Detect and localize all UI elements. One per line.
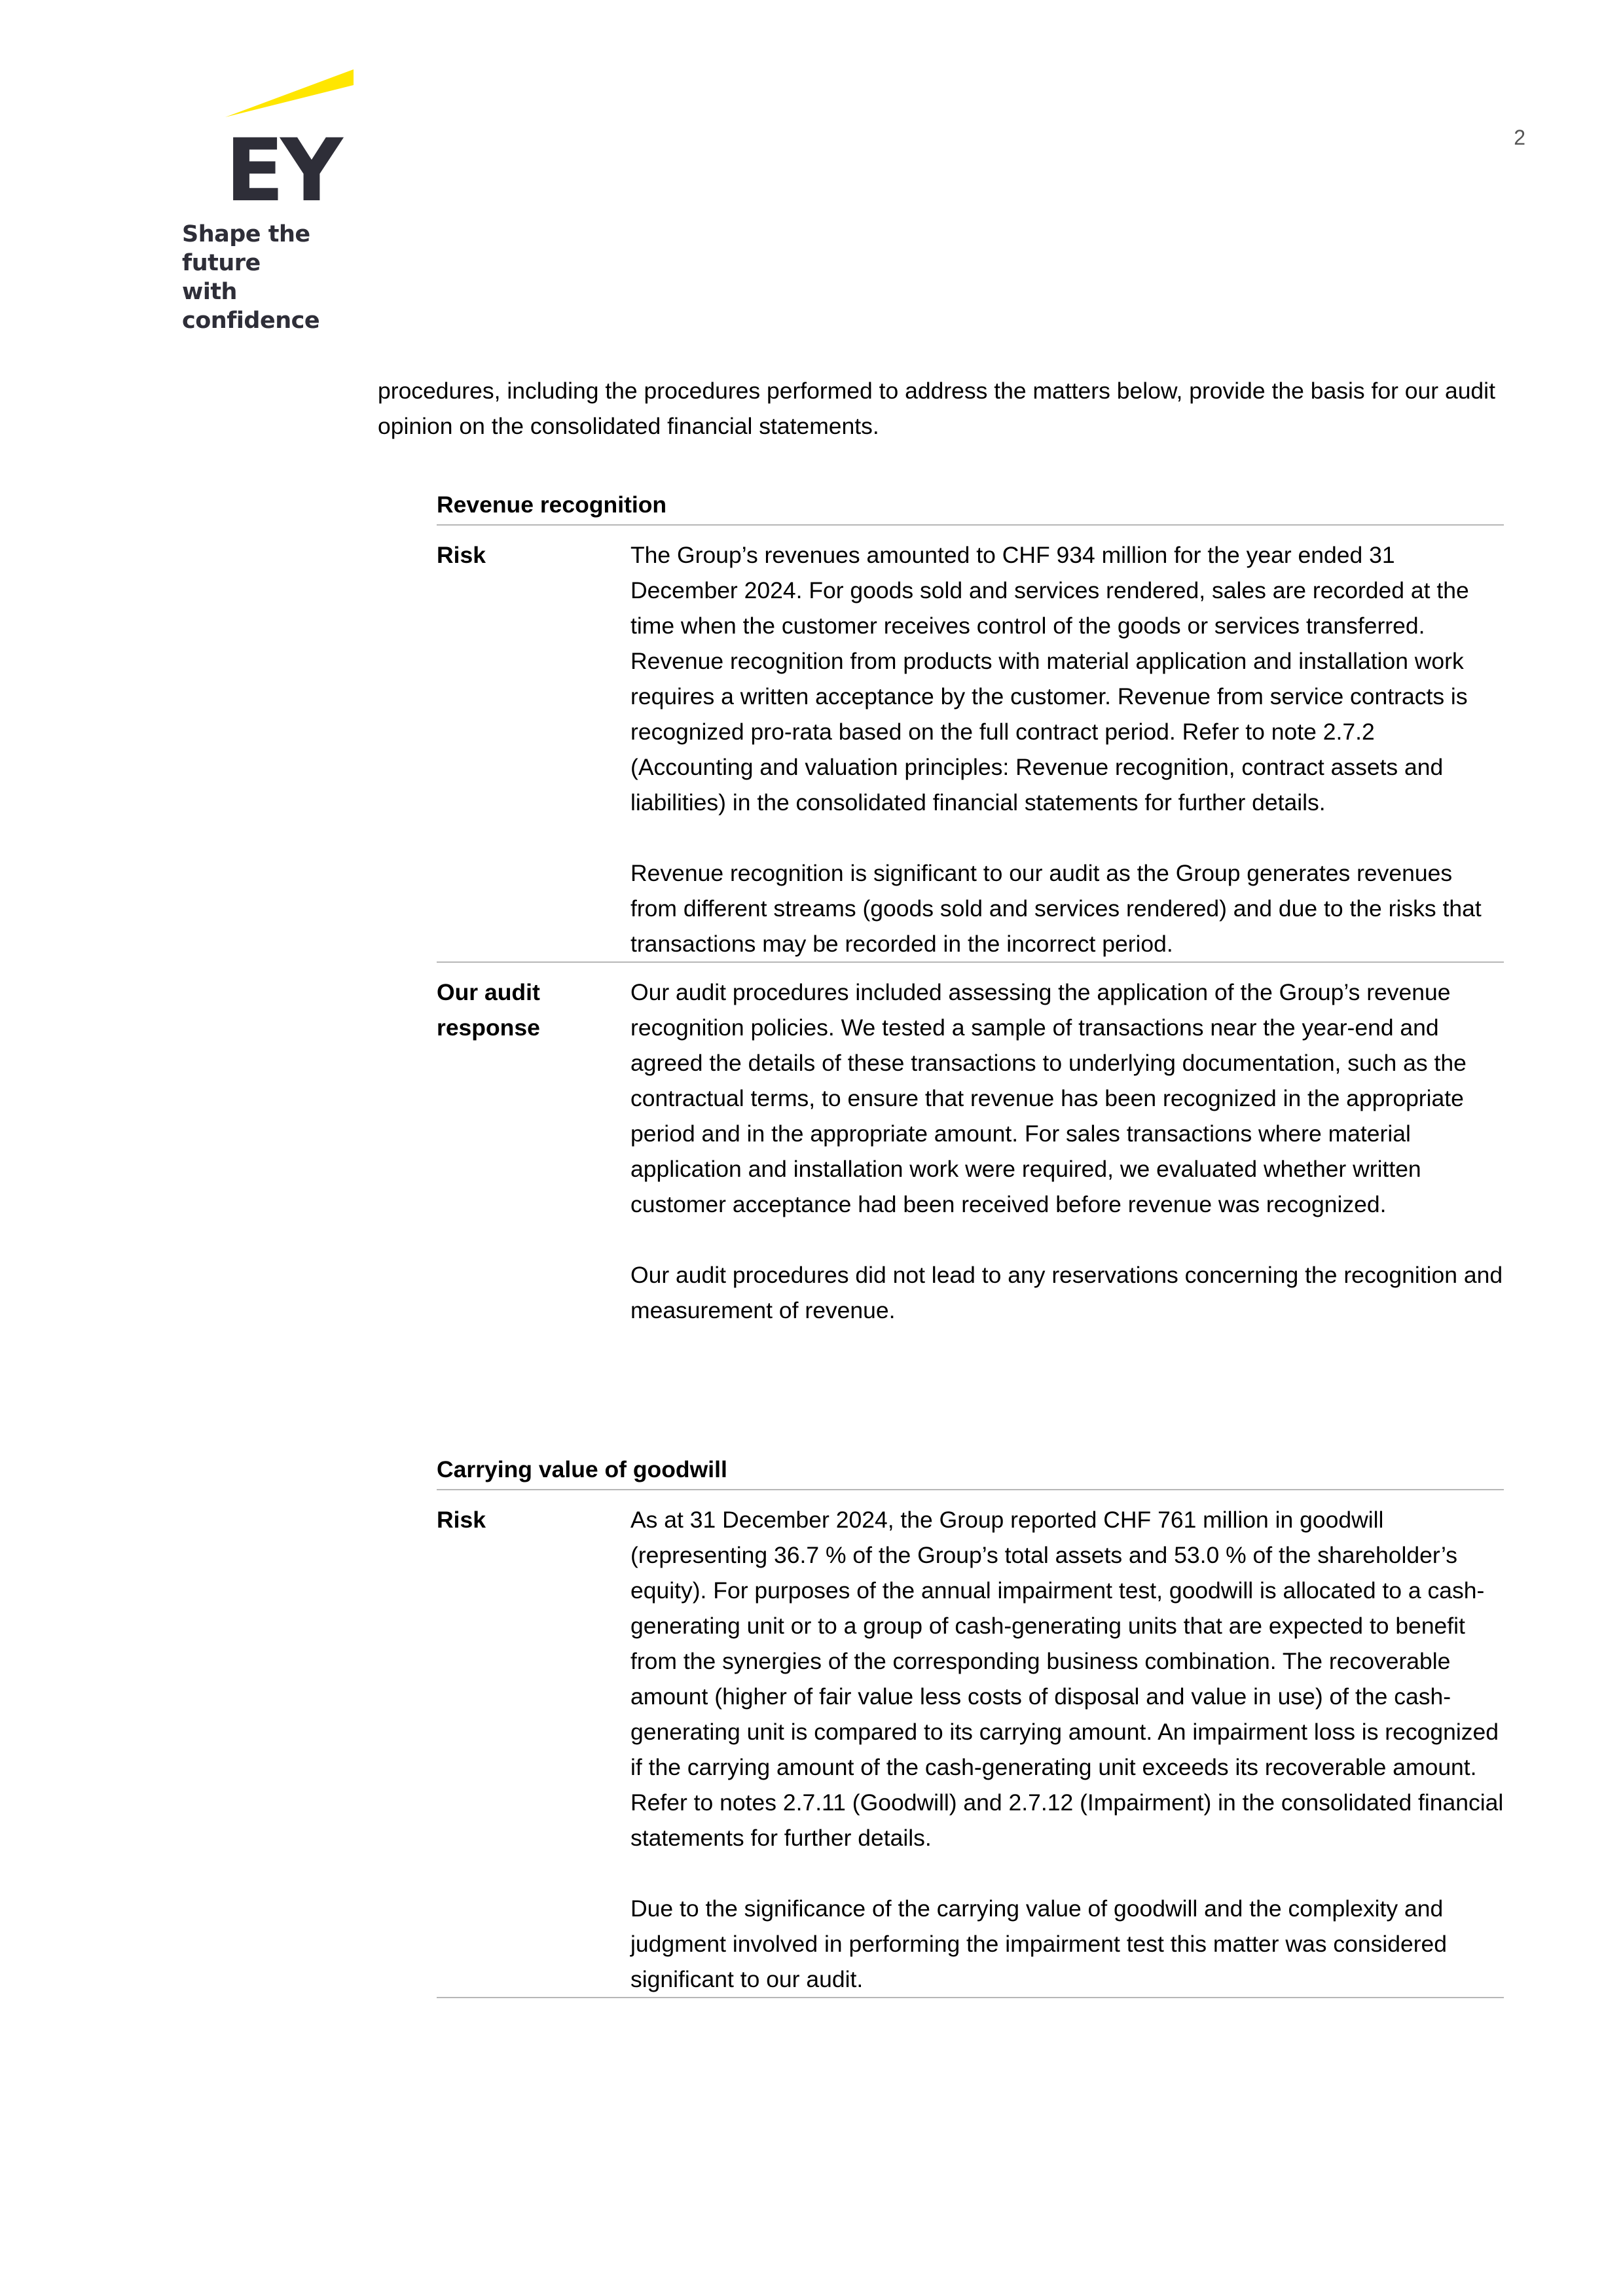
row-text (630, 975, 1504, 1328)
logo-tagline-line-2: with confidence (182, 279, 320, 334)
audit-response-row (437, 963, 1504, 1328)
row-text (630, 1502, 1504, 1997)
row-text (630, 537, 1504, 961)
section-title: Carrying value of goodwill (437, 1452, 1504, 1490)
section-carrying-value-of-goodwill (437, 1452, 1504, 1998)
paragraph: Our audit procedures included assessing the application of the Group’s revenue recognition policies. We tested a sample of transactions near the year-end and agreed the details of these transactions to underlying documentation, such as the contractual terms, to ensure that revenue has been recognized in the appropriate period and in the appropriate amount. For sales transactions where material application and installation work were required, we evaluated whether written customer acceptance had been received before revenue was recognized. (630, 979, 1467, 1217)
paragraph: Our audit procedures did not lead to any reservations concerning the recognition and measurement of revenue. (630, 1262, 1503, 1323)
logo-tagline-line-1: Shape the future (182, 221, 310, 276)
row-label: Our audit response (437, 979, 540, 1041)
paragraph: Due to the significance of the carrying value of goodwill and the complexity and judgment involved in performing the impairment test this matter was considered significant to our audit. (630, 1895, 1448, 1992)
section-title: Revenue recognition (437, 487, 1504, 526)
ey-logo-letters: EY (225, 120, 339, 212)
paragraph: Revenue recognition is significant to our audit as the Group generates revenues from different streams (goods sold and services rendered) and due to the risks that transactions may be recorded in the incorrect period. (630, 860, 1482, 957)
logo-tagline (182, 220, 378, 335)
paragraph: As at 31 December 2024, the Group reported CHF 761 million in goodwill (representing 36.7 % of the Group’s total assets and 53.0 % of the shareholder’s equity). For purposes of the annual impairment test, goodwill is allocated to a cash-generating unit or to a group of cash-generating units that are expected to benefit from the synergies of the corresponding business combination. The recoverable amount (higher of fair value less costs of disposal and value in use) of the cash-generating unit is compared to its carrying amount. An impairment loss is recognized if the carrying amount of the cash-generating unit exceeds its recoverable amount. Refer to notes 2.7.11 (Goodwill) and 2.7.12 (Impairment) in the consolidated financial statements for further details. (630, 1507, 1504, 1851)
page-number: 2 (1514, 126, 1525, 149)
row-label: Risk (437, 542, 486, 568)
ey-logo-mark (182, 68, 378, 212)
row-label: Risk (437, 1507, 486, 1533)
intro-paragraph: procedures, including the procedures performed to address the matters below, provide the basis for our audit opinion on the consolidated financial statements. (378, 378, 1495, 439)
section-revenue-recognition (437, 487, 1504, 1328)
paragraph: The Group’s revenues amounted to CHF 934 million for the year ended 31 December 2024. For goods sold and services rendered, sales are recorded at the time when the customer receives control of the goods or services transferred. Revenue recognition from products with material application and installation work requires a written acceptance by the customer. Revenue from service contracts is recognized pro-rata based on the full contract period. Refer to note 2.7.2 (Accounting and valuation principles: Revenue recognition, contract assets and liabilities) in the consolidated financial statements for further details. (630, 542, 1469, 816)
ey-logo (182, 68, 378, 334)
risk-row (437, 526, 1504, 963)
risk-row (437, 1490, 1504, 1998)
